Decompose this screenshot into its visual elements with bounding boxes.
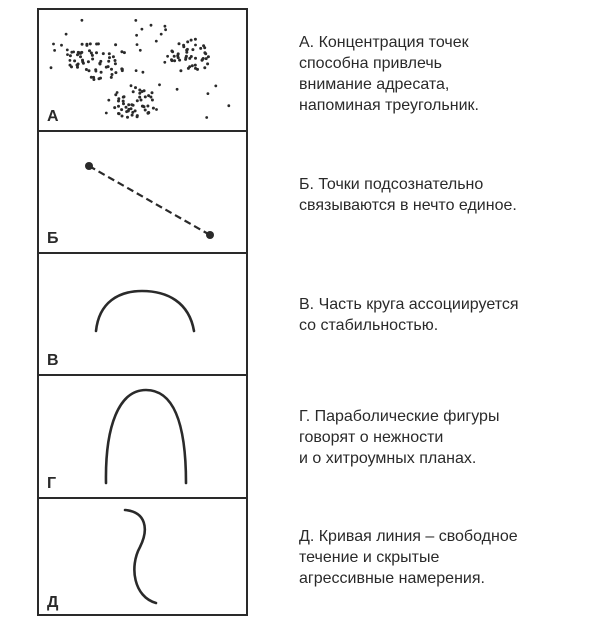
scatter-dot: [50, 66, 53, 69]
cluster-dot: [203, 51, 206, 54]
cluster-dot: [87, 60, 90, 63]
cluster-dot: [170, 50, 173, 53]
caption-line: со стабильностью.: [299, 317, 439, 334]
caption-d: [299, 526, 599, 589]
scatter-dot: [69, 59, 72, 62]
dashed-connector: [89, 166, 210, 235]
cluster-dot: [114, 59, 117, 62]
cluster-dot: [136, 99, 139, 102]
scatter-dot: [150, 24, 153, 27]
cluster-dot: [151, 91, 154, 94]
cluster-dot: [205, 57, 208, 60]
cluster-dot: [173, 55, 176, 58]
cluster-dot: [140, 99, 143, 102]
scatter-dot: [139, 49, 142, 52]
cluster-dot: [170, 58, 173, 61]
scatter-dot: [70, 51, 73, 54]
cluster-dot: [88, 69, 91, 72]
scatter-dot: [52, 43, 55, 46]
panel-d: [39, 499, 246, 616]
cluster-dot: [114, 43, 117, 46]
cluster-dot: [79, 55, 82, 58]
cluster-dot: [77, 63, 80, 66]
cluster-dot: [123, 95, 126, 98]
cluster-dot: [125, 106, 128, 109]
cluster-dot: [191, 48, 194, 51]
cluster-dot: [85, 68, 88, 71]
cluster-dot: [90, 52, 93, 55]
cluster-dot: [99, 60, 102, 63]
cluster-dot: [146, 105, 149, 108]
cluster-dot: [144, 109, 147, 112]
caption-line: течение и скрытые: [299, 549, 440, 566]
cluster-dot: [73, 59, 76, 62]
cluster-dot: [112, 55, 115, 58]
caption-a: [299, 32, 599, 116]
cluster-dot: [194, 64, 197, 67]
scatter-dot: [77, 51, 80, 54]
scatter-dot: [134, 19, 137, 22]
scatter-dot: [227, 104, 230, 107]
cluster-dot: [122, 100, 125, 103]
start-dot: [85, 162, 93, 170]
scatter-dot: [163, 61, 166, 64]
cluster-dot: [182, 45, 185, 48]
cluster-dot: [108, 56, 111, 59]
parabola-curve: [106, 390, 186, 483]
cluster-dot: [122, 102, 125, 105]
cluster-dot: [149, 96, 152, 99]
caption-line: А. Концентрация точек: [299, 34, 469, 51]
cluster-dot: [95, 43, 98, 46]
cluster-dot: [95, 51, 98, 54]
scatter-dot: [147, 111, 150, 114]
scatter-dot: [205, 116, 208, 119]
cluster-dot: [131, 114, 134, 117]
scatter-dot: [141, 28, 144, 31]
cluster-dot: [110, 68, 113, 71]
scatter-dot: [207, 92, 210, 95]
cluster-dot: [179, 69, 182, 72]
cluster-dot: [120, 50, 123, 53]
cluster-dot: [114, 71, 117, 74]
scatter-dot: [105, 112, 108, 115]
cluster-dot: [107, 60, 110, 63]
cluster-dot: [134, 109, 137, 112]
cluster-dot: [202, 57, 205, 60]
cluster-dot: [130, 107, 133, 110]
cluster-dot: [69, 54, 72, 57]
cluster-dot: [203, 66, 206, 69]
panel-b-letter: Б: [47, 230, 59, 247]
scatter-dot: [155, 108, 158, 111]
scatter-dot: [166, 55, 169, 58]
scatter-dot: [155, 40, 158, 43]
scatter-dot: [81, 19, 84, 22]
cluster-dot: [121, 69, 124, 72]
scatter-dot: [135, 69, 138, 72]
caption-line: Д. Кривая линия – свободное: [299, 528, 518, 545]
cluster-dot: [69, 64, 72, 67]
wavy-line-graphic: [39, 499, 246, 616]
cluster-dot: [99, 77, 102, 80]
dashed-line-graphic: [39, 132, 246, 252]
cluster-dot: [85, 43, 88, 46]
cluster-dot: [194, 57, 197, 60]
cluster-dot: [113, 106, 116, 109]
caption-line: Г. Параболические фигуры: [299, 408, 500, 425]
caption-c: [299, 294, 599, 336]
cluster-dot: [184, 56, 187, 59]
panel-c: [39, 254, 246, 376]
cluster-dot: [202, 44, 205, 47]
cluster-dot: [117, 100, 120, 103]
cluster-dot: [199, 47, 202, 50]
caption-line: способна привлечь: [299, 55, 442, 72]
cluster-dot: [120, 108, 123, 111]
caption-line: связываются в нечто единое.: [299, 197, 517, 214]
cluster-dot: [152, 107, 155, 110]
cluster-dot: [144, 95, 147, 98]
caption-line: агрессивные намерения.: [299, 570, 485, 587]
cluster-dot: [92, 78, 95, 81]
end-dot: [206, 231, 214, 239]
caption-b: [299, 174, 599, 216]
cluster-dot: [136, 114, 139, 117]
cluster-dot: [188, 65, 191, 68]
cluster-dot: [88, 49, 91, 52]
dot-clusters-graphic: [39, 10, 246, 130]
circle-arc: [96, 291, 194, 331]
scatter-dot: [107, 99, 110, 102]
cluster-dot: [206, 62, 209, 65]
caption-g: [299, 406, 599, 469]
scatter-dot: [164, 25, 167, 28]
cluster-dot: [178, 42, 181, 45]
scatter-dot: [66, 53, 69, 56]
cluster-dot: [118, 112, 121, 115]
cluster-dot: [81, 60, 84, 63]
cluster-dot: [130, 103, 133, 106]
scatter-dot: [176, 88, 179, 91]
scatter-dot: [116, 91, 119, 94]
scatter-dot: [164, 28, 167, 31]
panel-c-letter: В: [47, 352, 59, 369]
scatter-dot: [60, 44, 63, 47]
cluster-dot: [91, 58, 94, 61]
caption-line: напоминая треугольник.: [299, 97, 479, 114]
cluster-dot: [110, 76, 113, 79]
scatter-dot: [95, 70, 98, 73]
cluster-dot: [89, 42, 92, 45]
wavy-curve: [125, 510, 156, 603]
cluster-dot: [173, 59, 176, 62]
panel-a-letter: А: [47, 108, 59, 125]
panel-g: [39, 376, 246, 499]
cluster-dot: [105, 66, 108, 69]
panel-d-letter: Д: [47, 594, 59, 611]
cluster-dot: [127, 103, 130, 106]
cluster-dot: [132, 90, 135, 93]
panel-b: [39, 132, 246, 254]
scatter-dot: [194, 44, 197, 47]
cluster-dot: [134, 86, 137, 89]
scatter-dot: [53, 49, 56, 52]
cluster-dot: [102, 52, 105, 55]
cluster-dot: [194, 38, 197, 41]
cluster-dot: [111, 73, 114, 76]
caption-line: Б. Точки подсознательно: [299, 176, 484, 193]
cluster-dot: [100, 71, 103, 74]
cluster-dot: [176, 54, 179, 57]
cluster-dot: [126, 116, 129, 119]
panel-a: [39, 10, 246, 132]
cluster-dot: [186, 48, 189, 51]
caption-line: и о хитроумных планах.: [299, 450, 477, 467]
cluster-dot: [117, 105, 120, 108]
cluster-dot: [138, 96, 141, 99]
cluster-dot: [151, 99, 154, 102]
scatter-dot: [160, 33, 163, 36]
cluster-dot: [141, 90, 144, 93]
cluster-dot: [191, 64, 194, 67]
scatter-dot: [158, 83, 161, 86]
cluster-dot: [81, 43, 84, 46]
cluster-dot: [188, 57, 191, 60]
caption-line: говорят о нежности: [299, 429, 444, 446]
parabola-graphic: [39, 376, 246, 497]
scatter-dot: [136, 43, 139, 46]
caption-line: В. Часть круга ассоциируется: [299, 296, 519, 313]
cluster-dot: [114, 62, 117, 65]
cluster-dot: [127, 110, 130, 113]
cluster-dot: [141, 105, 144, 108]
cluster-dot: [178, 59, 181, 62]
figure-column: [37, 8, 248, 616]
cluster-dot: [190, 39, 193, 42]
scatter-dot: [214, 85, 217, 88]
cluster-dot: [121, 115, 124, 118]
caption-line: внимание адресата,: [299, 76, 450, 93]
circle-arc-graphic: [39, 254, 246, 374]
scatter-dot: [130, 84, 133, 87]
cluster-dot: [196, 68, 199, 71]
scatter-dot: [66, 49, 69, 52]
scatter-dot: [142, 71, 145, 74]
scatter-dot: [65, 33, 68, 36]
scatter-dot: [135, 34, 138, 37]
cluster-dot: [108, 52, 111, 55]
cluster-dot: [186, 40, 189, 43]
panel-g-letter: Г: [47, 475, 57, 492]
